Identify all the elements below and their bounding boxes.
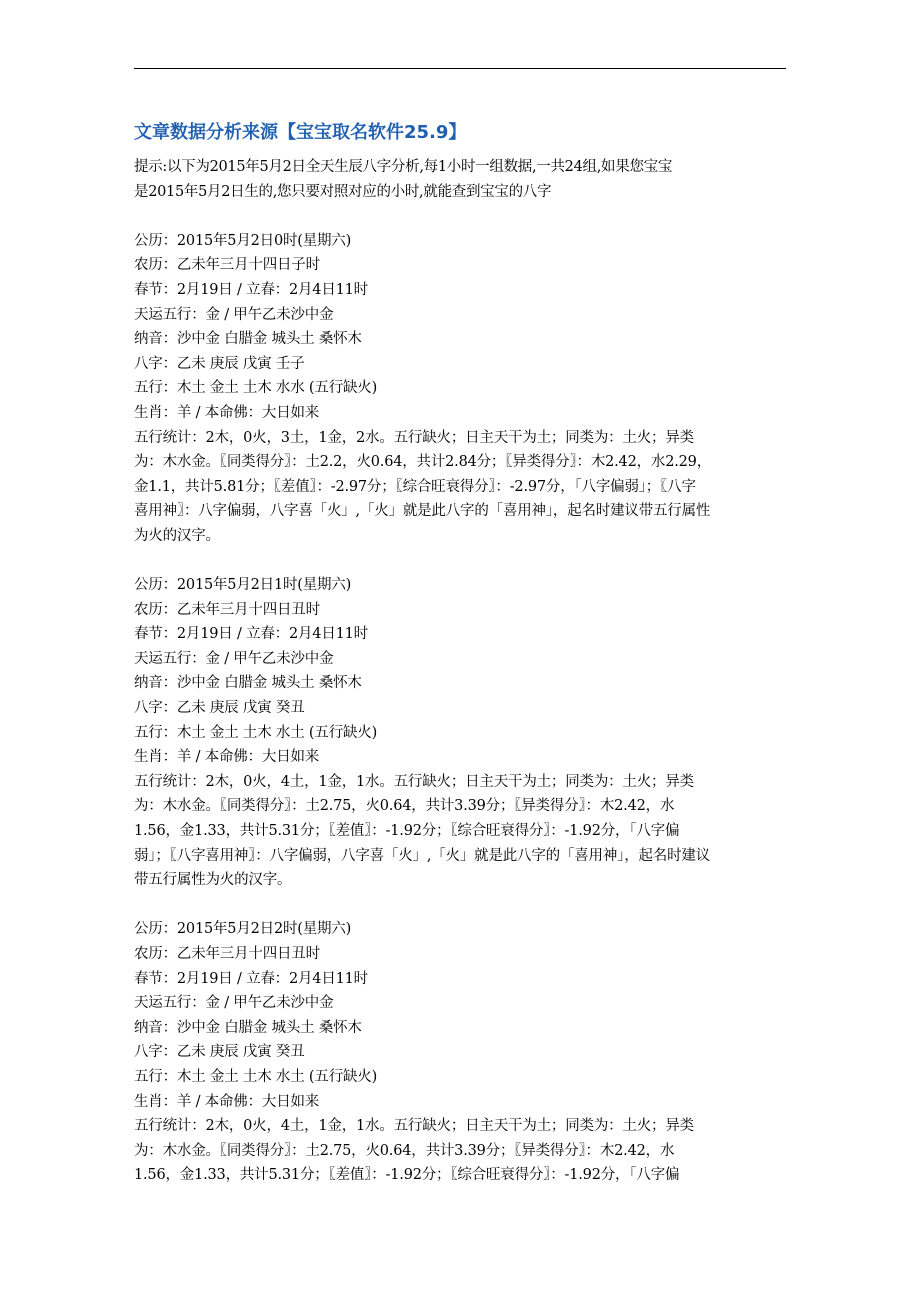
stats-line: 弱」；〖八字喜用神〗：八字偏弱，八字喜「火」,「火」就是此八字的「喜用神」，起名时建议 [134, 847, 711, 864]
tip-line: 是2015年5月2日生的,您只要对照对应的小时,就能查到宝宝的八字 [134, 183, 552, 200]
stats-line: 为：木水金。〖同类得分〗：土2.2，火0.64，共计2.84分；〖异类得分〗：木2.42，水2.29， [134, 454, 711, 471]
tip-paragraph [134, 155, 789, 204]
document-title: 文章数据分析来源【宝宝取名软件25.9】 [134, 122, 467, 143]
stats-line: 五行统计：2木，0火，3土，1金，2水。五行缺火；日主天干为土；同类为：土火；异类 [134, 429, 694, 446]
nayin-line: 纳音：沙中金 白腊金 城头土 桑怀木 [134, 1019, 362, 1036]
stats-line: 金1.1，共计5.81分；〖差值〗：-2.97分；〖综合旺衰得分〗：-2.97分，「八字偏弱」；〖八字 [134, 478, 696, 495]
solar-date-line: 公历：2015年5月2日1时(星期六) [134, 577, 352, 594]
wuxing-stats-paragraph [134, 426, 789, 549]
stats-line: 五行统计：2木，0火，4土，1金，1水。五行缺火；日主天干为土；同类为：土火；异类 [134, 1118, 694, 1135]
stats-line: 1.56，金1.33，共计5.31分；〖差值〗：-1.92分；〖综合旺衰得分〗：-1.92分，「八字偏 [134, 1167, 680, 1184]
heaven-luck-line: 天运五行：金 / 甲午乙未沙中金 [134, 995, 334, 1012]
bazi-line: 八字：乙未 庚辰 戊寅 壬子 [134, 355, 305, 372]
solar-date-line: 公历：2015年5月2日2时(星期六) [134, 921, 352, 938]
zodiac-line: 生肖：羊 / 本命佛：大日如来 [134, 749, 320, 766]
stats-line: 1.56，金1.33，共计5.31分；〖差值〗：-1.92分；〖综合旺衰得分〗：-1.92分，「八字偏 [134, 823, 680, 840]
stats-line: 为火的汉字。 [134, 527, 220, 544]
hour-record [134, 229, 789, 549]
stats-line: 喜用神〗：八字偏弱，八字喜「火」,「火」就是此八字的「喜用神」，起名时建议带五行属性 [134, 503, 711, 520]
hour-record [134, 573, 789, 893]
wuxing-line: 五行：木土 金土 土木 水土 (五行缺火) [134, 1068, 378, 1085]
wuxing-line: 五行：木土 金土 土木 水水 (五行缺火) [134, 380, 378, 397]
zodiac-line: 生肖：羊 / 本命佛：大日如来 [134, 404, 320, 421]
zodiac-line: 生肖：羊 / 本命佛：大日如来 [134, 1093, 320, 1110]
spring-festival-line: 春节：2月19日 / 立春：2月4日11时 [134, 281, 368, 298]
nayin-line: 纳音：沙中金 白腊金 城头土 桑怀木 [134, 675, 362, 692]
hour-record [134, 917, 789, 1188]
bazi-line: 八字：乙未 庚辰 戊寅 癸丑 [134, 1044, 305, 1061]
lunar-date-line: 农历：乙未年三月十四日丑时 [134, 601, 320, 618]
spring-festival-line: 春节：2月19日 / 立春：2月4日11时 [134, 970, 368, 987]
stats-line: 为：木水金。〖同类得分〗：土2.75，火0.64，共计3.39分；〖异类得分〗：木2.42，水 [134, 1142, 675, 1159]
header-rule [134, 68, 786, 69]
stats-line: 为：木水金。〖同类得分〗：土2.75，火0.64，共计3.39分；〖异类得分〗：木2.42，水 [134, 798, 675, 815]
heaven-luck-line: 天运五行：金 / 甲午乙未沙中金 [134, 650, 334, 667]
wuxing-stats-paragraph [134, 1114, 789, 1188]
spring-festival-line: 春节：2月19日 / 立春：2月4日11时 [134, 626, 368, 643]
lunar-date-line: 农历：乙未年三月十四日子时 [134, 257, 320, 274]
heaven-luck-line: 天运五行：金 / 甲午乙未沙中金 [134, 306, 334, 323]
lunar-date-line: 农历：乙未年三月十四日丑时 [134, 946, 320, 962]
wuxing-stats-paragraph [134, 770, 789, 893]
stats-line: 带五行属性为火的汉字。 [134, 872, 292, 889]
wuxing-line: 五行：木土 金土 土木 水土 (五行缺火) [134, 724, 378, 741]
nayin-line: 纳音：沙中金 白腊金 城头土 桑怀木 [134, 331, 362, 348]
document-body [134, 118, 789, 1188]
tip-line: 提示:以下为2015年5月2日全天生辰八字分析,每1小时一组数据,一共24组,如果您宝宝 [134, 159, 673, 175]
stats-line: 五行统计：2木，0火，4土，1金，1水。五行缺火；日主天干为土；同类为：土火；异类 [134, 773, 694, 790]
solar-date-line: 公历：2015年5月2日0时(星期六) [134, 232, 352, 249]
bazi-line: 八字：乙未 庚辰 戊寅 癸丑 [134, 700, 305, 717]
